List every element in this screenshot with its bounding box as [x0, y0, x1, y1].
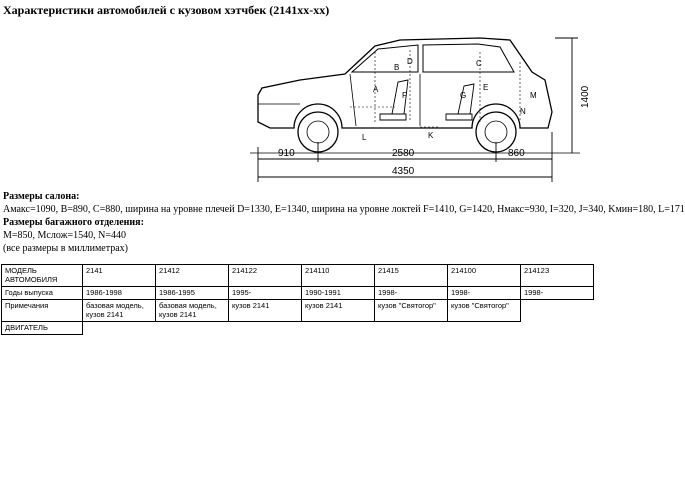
- note-cell: кузов "Святогор": [448, 300, 521, 322]
- year-cell: 1986-1995: [156, 287, 229, 300]
- letter-d: D: [407, 57, 413, 66]
- trunk-dimensions-text: M=850, Mслож=1540, N=440: [3, 230, 127, 241]
- dim-rear-overhang: 860: [508, 148, 525, 159]
- model-cell: 2141: [83, 265, 156, 287]
- letter-c: C: [476, 59, 482, 68]
- note-cell: базовая модель, кузов 2141: [83, 300, 156, 322]
- row-label-years: Годы выпуска: [2, 287, 83, 300]
- letter-b: B: [394, 63, 400, 72]
- row-label-model: МОДЕЛЬ АВТОМОБИЛЯ: [2, 265, 83, 287]
- interior-letters: [362, 57, 537, 142]
- letter-e: E: [483, 83, 489, 92]
- page-title: Характеристики автомобилей с кузовом хэтчбек (2141xx-xx): [3, 3, 330, 17]
- note-cell: базовая модель, кузов 2141: [156, 300, 229, 322]
- salon-heading: Размеры салона:: [3, 191, 80, 202]
- letter-a: A: [373, 85, 379, 94]
- note-cell: кузов 2141: [302, 300, 375, 322]
- letter-n: N: [520, 107, 526, 116]
- table-row-notes: [2, 300, 594, 322]
- units-note: (все размеры в миллиметрах): [3, 243, 128, 254]
- trunk-heading: Размеры багажного отделения:: [3, 217, 144, 228]
- year-cell: 1995-: [229, 287, 302, 300]
- year-cell: 1990-1991: [302, 287, 375, 300]
- car-dimension-diagram: [0, 22, 600, 192]
- note-cell: кузов 2141: [229, 300, 302, 322]
- table-row-years: [2, 287, 594, 300]
- dim-height: 1400: [580, 85, 591, 108]
- year-cell: 1998-: [521, 287, 594, 300]
- letter-g: G: [460, 91, 467, 100]
- model-cell: 214110: [302, 265, 375, 287]
- model-spec-table: [1, 264, 594, 335]
- dim-wheelbase: 2580: [392, 148, 415, 159]
- model-cell: 214122: [229, 265, 302, 287]
- note-cell-empty: [521, 300, 594, 322]
- year-cell: 1998-: [448, 287, 521, 300]
- note-cell: кузов "Святогор": [375, 300, 448, 322]
- letter-m: M: [530, 91, 537, 100]
- letter-f: F: [402, 91, 407, 100]
- salon-dimensions: [3, 190, 685, 255]
- dim-length: 4350: [392, 166, 415, 177]
- year-cell: 1998-: [375, 287, 448, 300]
- model-cell: 21415: [375, 265, 448, 287]
- salon-dimensions-text: Амакс=1090, B=890, C=880, ширина на уровне плечей D=1330, E=1340, ширина на уровне локтей F=1410, G=1420, Hмакс=930, I=320, J=340, Kмин=180, L=171: [3, 204, 685, 215]
- table-row-models: [2, 265, 594, 287]
- table-row-engine: [2, 322, 594, 335]
- row-label-engine: ДВИГАТЕЛЬ: [2, 322, 83, 335]
- dim-front-overhang: 910: [278, 148, 295, 159]
- letter-k: K: [428, 131, 434, 140]
- model-cell: 21412: [156, 265, 229, 287]
- model-cell: 21412З: [521, 265, 594, 287]
- model-cell: 214100: [448, 265, 521, 287]
- letter-l: L: [362, 133, 367, 142]
- dimension-labels: [278, 85, 591, 177]
- row-label-notes: Примечания: [2, 300, 83, 322]
- engine-row-empty: [83, 322, 594, 335]
- year-cell: 1986-1998: [83, 287, 156, 300]
